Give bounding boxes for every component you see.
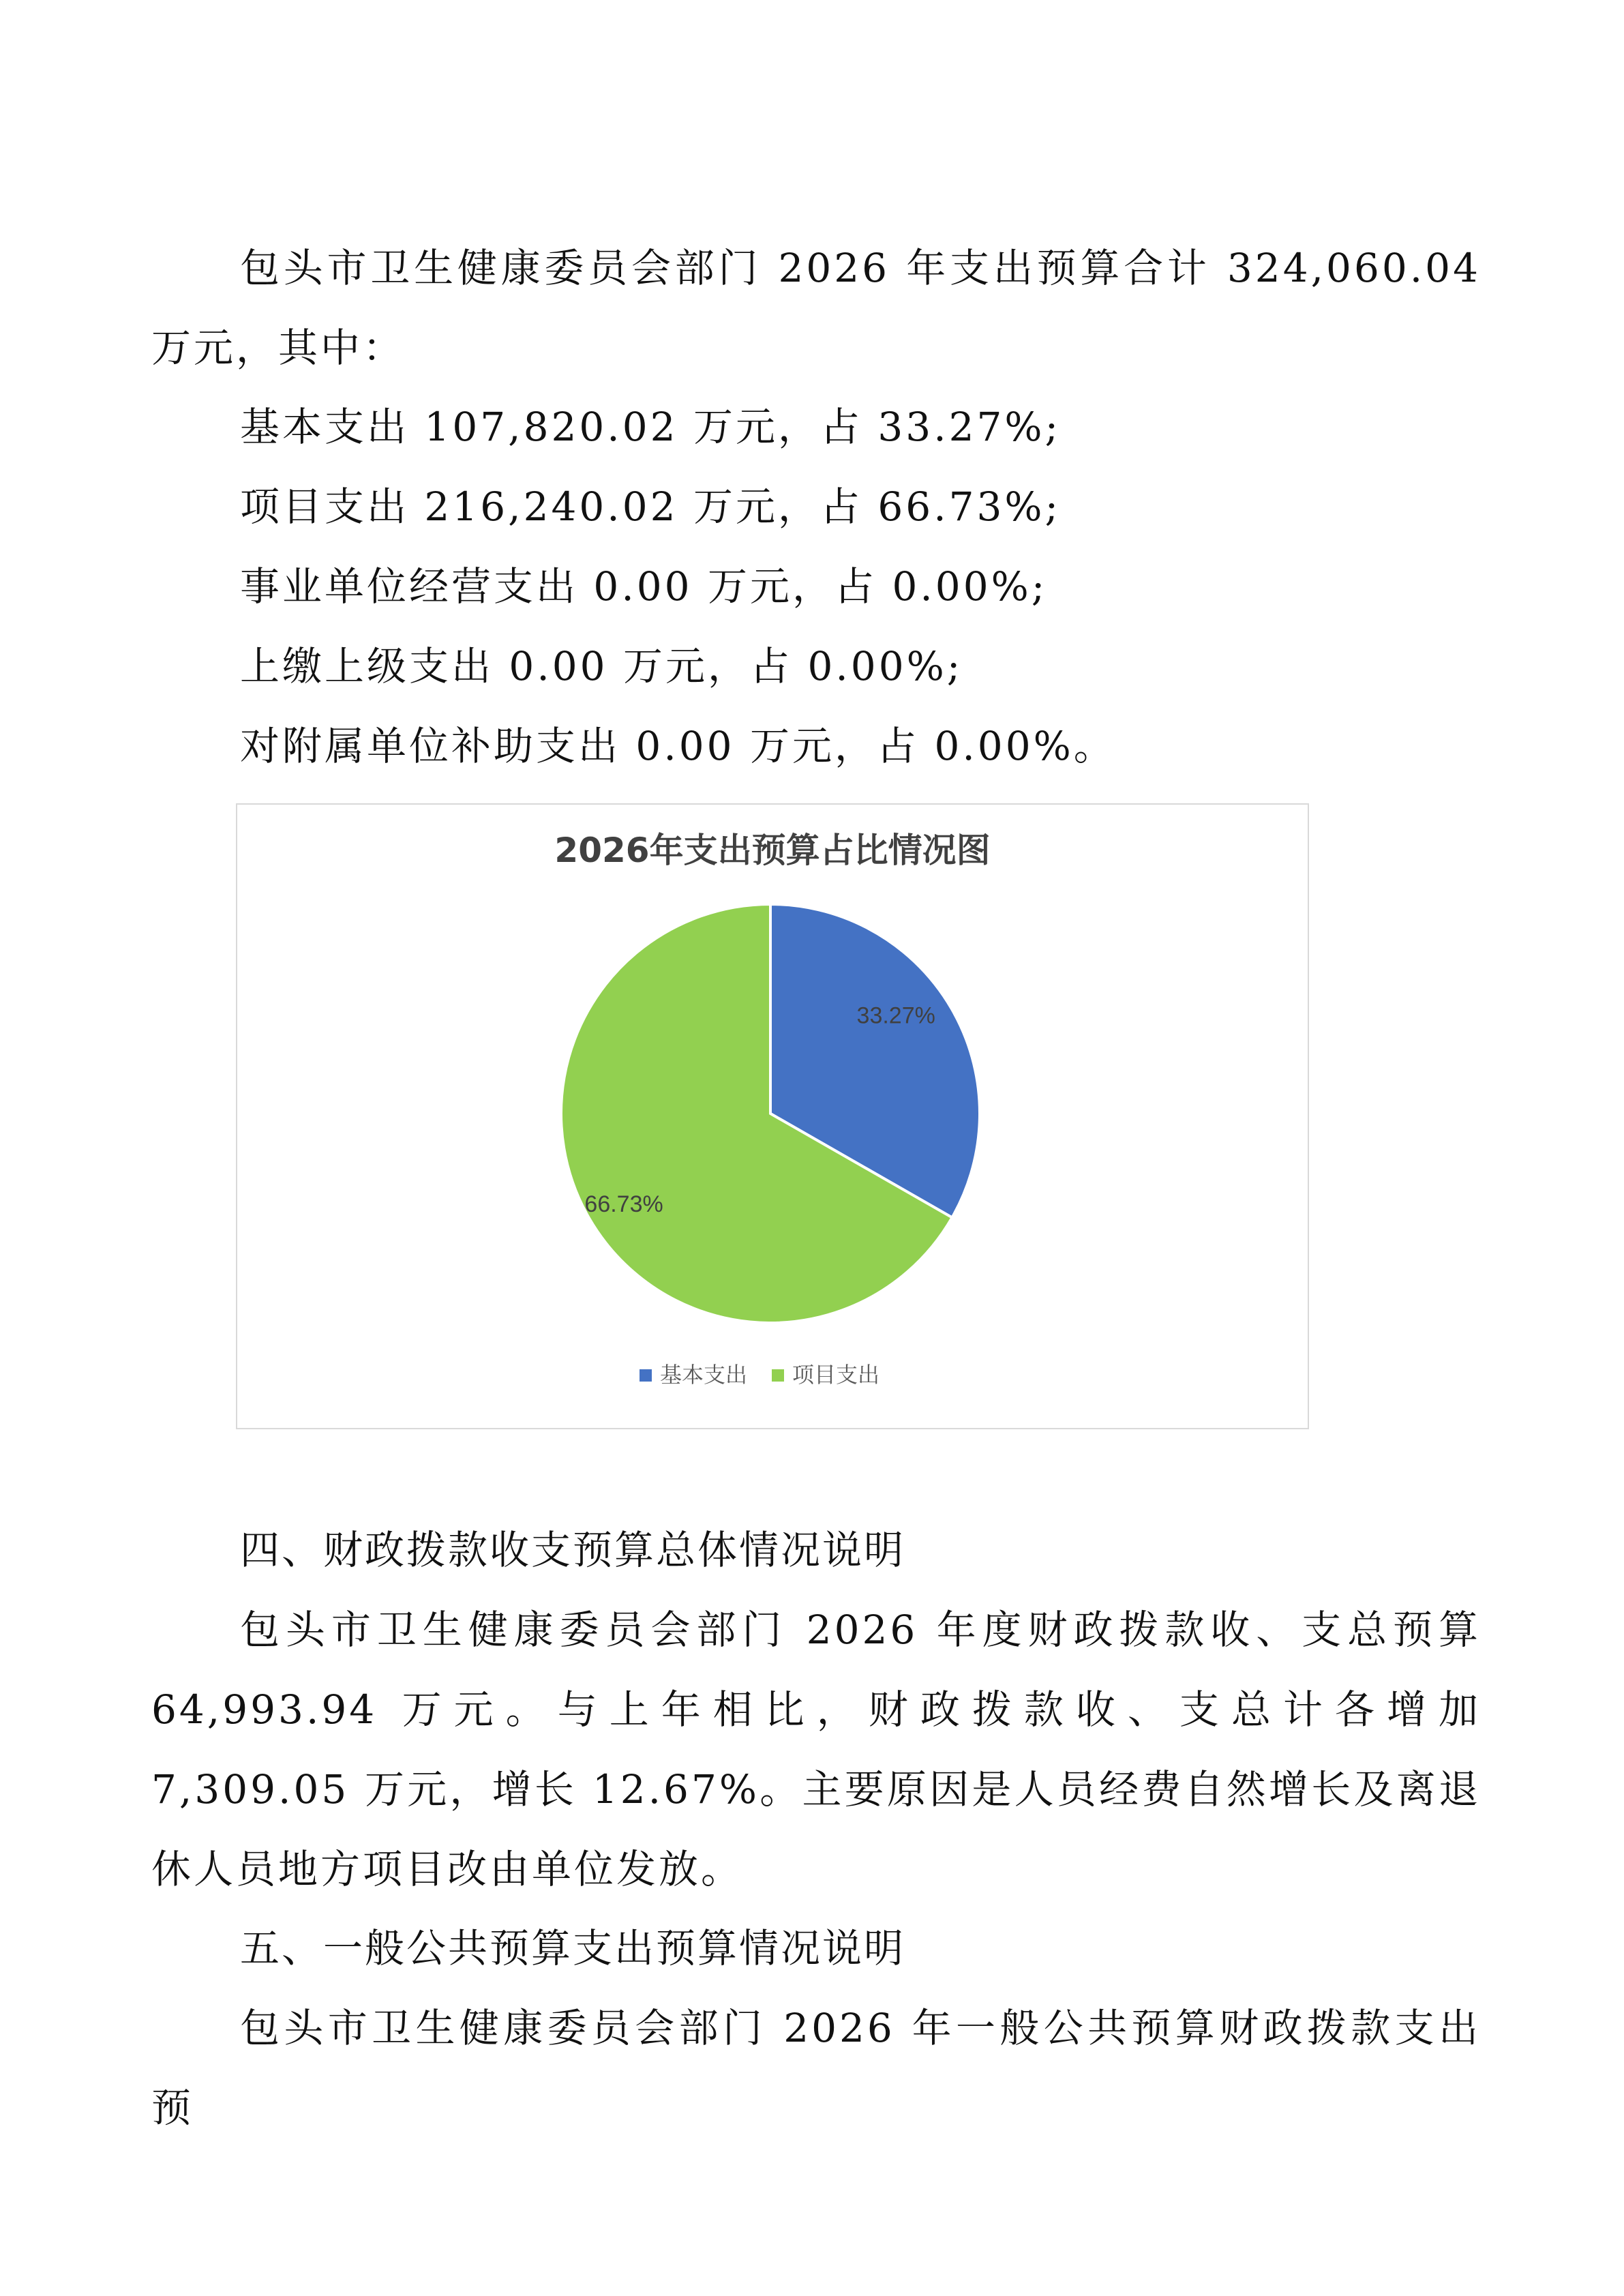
pie-data-label-1: 33.27% [856,1002,935,1029]
project-expenditure-item: 项目支出 216,240.02 万元，占 66.73%; [240,483,1062,530]
business-expenditure-item: 事业单位经营支出 0.00 万元，占 0.00%; [240,563,1048,610]
general-budget-paragraph: 包头市卫生健康委员会部门 2026 年一般公共预算财政拨款支出预 [151,2005,1481,2131]
section-four-heading: 四、财政拨款收支预算总体情况说明 [240,1527,906,1573]
legend-swatch-1 [640,1369,652,1382]
section-five-heading: 五、一般公共预算支出预算情况说明 [240,1925,906,1971]
expenditure-total-paragraph: 包头市卫生健康委员会部门 2026 年支出预算合计 324,060.04 万元，其中： [151,245,1481,371]
legend-label-1: 基本支出 [660,1362,748,1388]
chart-legend [640,1362,879,1388]
fiscal-appropriation-paragraph: 包头市卫生健康委员会部门 2026 年度财政拨款收、支总预算 64,993.94 万元。与上年相比，财政拨款收、支总计各增加 7,309.05 万元，增长 12.67%。主要原因是人员经费自然增长及离退休人员地方项目改由单位发放。 [151,1607,1481,1892]
pie-data-label-2: 66.73% [584,1191,663,1218]
chart-title: 2026年支出预算占比情况图 [554,831,991,870]
expenditure-pie-chart [236,803,1309,1429]
basic-expenditure-item: 基本支出 107,820.02 万元，占 33.27%; [240,404,1062,450]
pie-slices [561,904,980,1323]
pie-chart-canvas [237,805,1308,1428]
upper-level-payment-item: 上缴上级支出 0.00 万元，占 0.00%; [240,643,963,689]
legend-swatch-2 [772,1369,784,1382]
subsidiary-subsidy-item: 对附属单位补助支出 0.00 万元，占 0.00%。 [240,723,1116,769]
legend-label-2: 项目支出 [792,1362,880,1388]
